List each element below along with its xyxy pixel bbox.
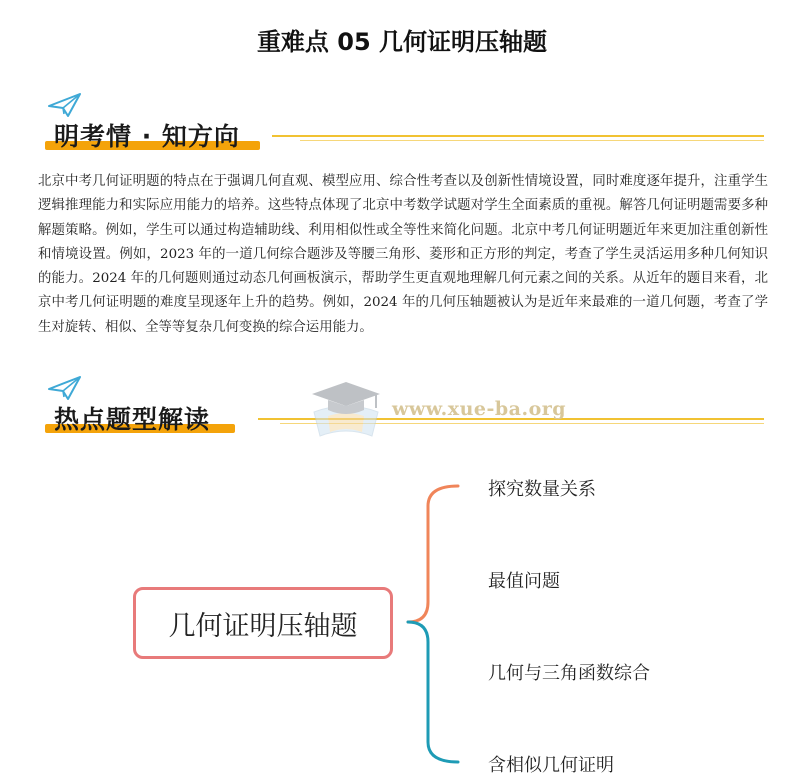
section-heading-exam-analysis: 明考情 · 知方向 bbox=[54, 122, 240, 151]
decorative-line bbox=[300, 140, 764, 141]
mindmap-root-node: 几何证明压轴题 bbox=[133, 587, 393, 659]
mindmap-branch-2: 最值问题 bbox=[488, 571, 560, 592]
mindmap-branch-4: 含相似几何证明 bbox=[488, 755, 614, 776]
mindmap-bracket-top bbox=[408, 486, 458, 622]
page-title: 重难点 05 几何证明压轴题 bbox=[256, 28, 548, 56]
decorative-line bbox=[272, 135, 764, 137]
section-heading-hot-topics: 热点题型解读 bbox=[54, 405, 211, 434]
graduation-cap-icon bbox=[306, 378, 386, 442]
mindmap-bracket-bottom bbox=[408, 622, 458, 762]
paper-plane-icon bbox=[48, 375, 82, 401]
mindmap-connectors bbox=[400, 470, 480, 780]
mindmap-branch-1: 探究数量关系 bbox=[488, 479, 596, 500]
watermark-text: www.xue-ba.org bbox=[392, 398, 567, 420]
paper-plane-icon bbox=[48, 92, 82, 118]
mindmap-branch-3: 几何与三角函数综合 bbox=[488, 663, 650, 684]
exam-analysis-paragraph: 北京中考几何证明题的特点在于强调几何直观、模型应用、综合性考查以及创新性情境设置，同时难度逐年提升，注重学生逻辑推理能力和实际应用能力的培养。这些特点体现了北京中考数学试题对学生全面素质的重视。解答几何证明题需要多种解题策略。例如，学生可以通过构造辅助线、利用相似性或全等性来简化问题。北京中考几何证明题近年来更加注重创新性和情境设置。例如，2023 年的一道几何综合题涉及等腰三角形、菱形和正方形的判定，考查了学生灵活运用多种几何知识的能力。2024 年的几何题则通过动态几何画板演示，帮助学生更直观地理解几何元素之间的关系。从近年的题目来看，北京中考几何证明题的难度呈现逐年上升的趋势。例如，2024 年的几何压轴题被认为是近年来最难的一道几何题，考查了学生对旋转、相似、全等等复杂几何变换的综合运用能力。 bbox=[38, 174, 768, 335]
